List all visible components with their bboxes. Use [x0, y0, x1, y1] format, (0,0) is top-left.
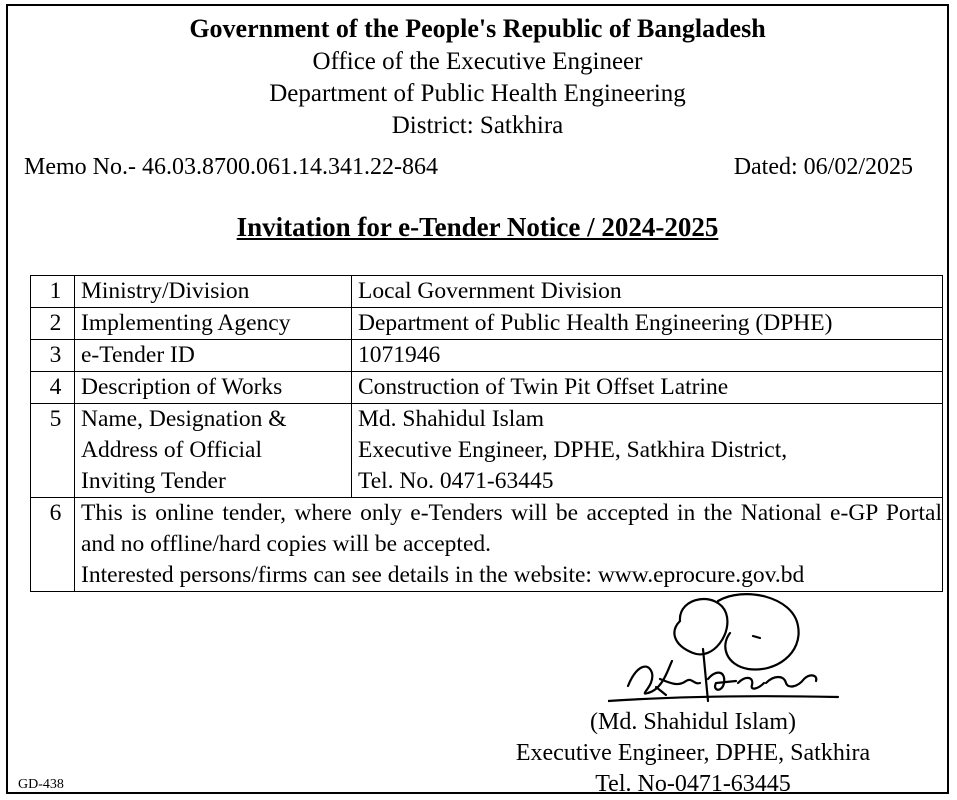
- row-number: 3: [31, 340, 75, 372]
- signature-image: [608, 591, 868, 721]
- row-number: 5: [31, 404, 75, 498]
- row-note: [75, 498, 943, 592]
- row-number: 1: [31, 276, 75, 308]
- label-line: Inviting Tender: [81, 468, 226, 494]
- tender-info-table: [30, 275, 943, 592]
- table-row: [31, 372, 943, 404]
- signer-name: (Md. Shahidul Islam): [590, 709, 796, 735]
- row-value: 1071946: [352, 340, 943, 372]
- row-label: Ministry/Division: [75, 276, 352, 308]
- row-value: [352, 404, 943, 498]
- row-value: Construction of Twin Pit Offset Latrine: [352, 372, 943, 404]
- row-number: 4: [31, 372, 75, 404]
- value-line: Executive Engineer, DPHE, Satkhira District,: [358, 437, 788, 463]
- note-line: This is online tender, where only e-Tenders will be accepted in the National e-GP Portal and no offline/hard copies will be accepted.: [81, 500, 942, 557]
- table-row: [31, 404, 943, 498]
- row-number: 2: [31, 308, 75, 340]
- signer-designation: Executive Engineer, DPHE, Satkhira: [515, 740, 871, 766]
- table-row: [31, 276, 943, 308]
- district-heading: District: Satkhira: [391, 112, 564, 139]
- notice-title: Invitation for e-Tender Notice / 2024-2025: [236, 212, 719, 242]
- value-line: Md. Shahidul Islam: [358, 406, 545, 432]
- signer-phone: Tel. No-0471-63445: [595, 771, 791, 797]
- table-row: [31, 308, 943, 340]
- table-row: [31, 498, 943, 592]
- row-value: Local Government Division: [352, 276, 943, 308]
- office-heading: Office of the Executive Engineer: [312, 48, 643, 75]
- notice-page: [6, 4, 949, 797]
- table-row: [31, 340, 943, 372]
- row-number: 6: [31, 498, 75, 592]
- note-line: Interested persons/firms can see details in the website: www.eprocure.gov.bd: [81, 562, 805, 588]
- memo-number: Memo No.- 46.03.8700.061.14.341.22-864: [24, 154, 438, 180]
- department-heading: Department of Public Health Engineering: [269, 80, 686, 107]
- value-line: Tel. No. 0471-63445: [358, 468, 554, 494]
- label-line: Name, Designation &: [81, 406, 287, 432]
- memo-date: Dated: 06/02/2025: [733, 154, 913, 180]
- row-label: Description of Works: [75, 372, 352, 404]
- row-label: [75, 404, 352, 498]
- footer-code: GD-438: [18, 777, 64, 792]
- government-heading: Government of the People's Republic of Bangladesh: [189, 14, 766, 43]
- row-value: Department of Public Health Engineering (DPHE): [352, 308, 943, 340]
- row-label: e-Tender ID: [75, 340, 352, 372]
- row-label: Implementing Agency: [75, 308, 352, 340]
- label-line: Address of Official: [81, 437, 262, 463]
